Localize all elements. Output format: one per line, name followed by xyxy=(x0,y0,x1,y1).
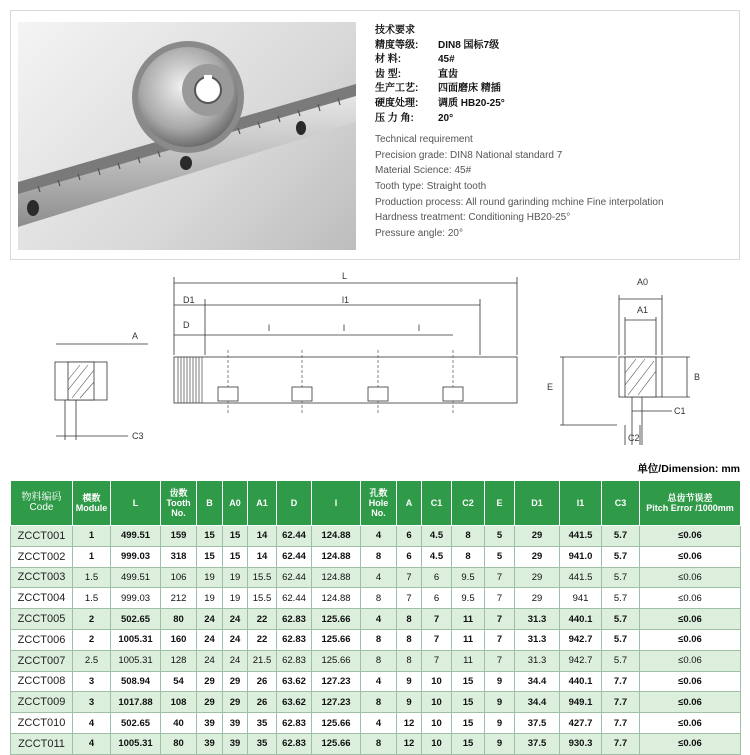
table-cell: 11 xyxy=(452,650,485,671)
spec-cn-row: 生产工艺: 四面磨床 精插 xyxy=(375,83,501,95)
table-cell: 124.88 xyxy=(312,567,361,588)
table-cell: 5 xyxy=(485,546,515,567)
table-cell: 26 xyxy=(248,692,277,713)
table-cell: 31.3 xyxy=(515,609,560,630)
table-cell: 125.66 xyxy=(312,609,361,630)
code-cell: ZCCT010 xyxy=(11,713,73,734)
table-cell: 19 xyxy=(223,588,248,609)
table-cell: 35 xyxy=(248,713,277,734)
table-cell: 124.88 xyxy=(312,546,361,567)
table-cell: 62.44 xyxy=(277,526,312,547)
technical-drawing xyxy=(0,265,750,455)
spec-cn-row: 精度等级: DIN8 国标7级 xyxy=(375,39,500,51)
table-cell: 8 xyxy=(361,546,397,567)
table-cell: 26 xyxy=(248,671,277,692)
table-cell: 7.7 xyxy=(602,733,640,754)
table-cell: 31.3 xyxy=(515,629,560,650)
spec-en-row: Material Science: 45# xyxy=(375,165,472,177)
table-cell: 7 xyxy=(485,629,515,650)
table-cell: 502.65 xyxy=(111,609,161,630)
table-cell: 1017.88 xyxy=(111,692,161,713)
table-cell: 8 xyxy=(361,629,397,650)
table-cell: 6 xyxy=(397,526,422,547)
code-cell: ZCCT001 xyxy=(11,526,73,547)
table-cell: 2.5 xyxy=(73,650,111,671)
code-cell: ZCCT011 xyxy=(11,733,73,754)
table-cell: 14 xyxy=(248,546,277,567)
col-header: 物料编码 Code xyxy=(11,481,73,526)
col-header: 孔数 Hole No. xyxy=(361,481,397,526)
dim-label-A: A xyxy=(132,331,139,341)
table-cell: 7 xyxy=(397,588,422,609)
table-row xyxy=(11,692,741,713)
table-cell: 441.5 xyxy=(560,567,602,588)
table-cell: 502.65 xyxy=(111,713,161,734)
table-cell: ≤0.06 xyxy=(640,588,741,609)
table-cell: 318 xyxy=(161,546,197,567)
table-cell: 2 xyxy=(73,609,111,630)
table-cell: 1.5 xyxy=(73,567,111,588)
table-cell: 2 xyxy=(73,629,111,650)
table-cell: 106 xyxy=(161,567,197,588)
table-cell: 10 xyxy=(422,733,452,754)
col-header: D xyxy=(277,481,312,526)
table-cell: 8 xyxy=(361,733,397,754)
table-cell: 9 xyxy=(485,713,515,734)
table-cell: 29 xyxy=(197,692,223,713)
table-cell: ≤0.06 xyxy=(640,713,741,734)
technical-spec xyxy=(375,24,735,241)
table-cell: 9 xyxy=(485,671,515,692)
rack-hole xyxy=(180,156,192,170)
table-row xyxy=(11,733,741,754)
table-cell: 212 xyxy=(161,588,197,609)
table-cell: 427.7 xyxy=(560,713,602,734)
table-cell: 10 xyxy=(422,713,452,734)
table-cell: ≤0.06 xyxy=(640,526,741,547)
table-cell: 62.44 xyxy=(277,588,312,609)
table-cell: 108 xyxy=(161,692,197,713)
table-cell: ≤0.06 xyxy=(640,546,741,567)
table-cell: 80 xyxy=(161,609,197,630)
spec-en-row: Hardness treatment: Conditioning HB20-25° xyxy=(375,212,571,224)
table-cell: 29 xyxy=(515,588,560,609)
table-row xyxy=(11,526,741,547)
table-cell: 4 xyxy=(361,713,397,734)
table-cell: 159 xyxy=(161,526,197,547)
dim-label-B: B xyxy=(694,372,701,382)
table-cell: 15 xyxy=(452,713,485,734)
col-header: 总齿节误差 Pitch Error /1000mm xyxy=(640,481,741,526)
table-cell: 15 xyxy=(452,692,485,713)
table-row xyxy=(11,671,741,692)
table-cell: 8 xyxy=(397,650,422,671)
table-cell: 125.66 xyxy=(312,713,361,734)
table-cell: 128 xyxy=(161,650,197,671)
table-cell: 1.5 xyxy=(73,588,111,609)
table-cell: 1005.31 xyxy=(111,629,161,650)
table-cell: 441.5 xyxy=(560,526,602,547)
table-cell: 31.3 xyxy=(515,650,560,671)
table-cell: 5.7 xyxy=(602,567,640,588)
rack-hole xyxy=(27,200,39,216)
table-cell: 499.51 xyxy=(111,567,161,588)
table-cell: 10 xyxy=(422,692,452,713)
table-cell: 7 xyxy=(485,650,515,671)
table-cell: 7 xyxy=(485,609,515,630)
table-cell: 4 xyxy=(361,567,397,588)
rack-hole xyxy=(296,121,306,135)
table-cell: 942.7 xyxy=(560,629,602,650)
table-cell: 5.7 xyxy=(602,546,640,567)
table-cell: 125.66 xyxy=(312,629,361,650)
table-cell: ≤0.06 xyxy=(640,609,741,630)
table-cell: 39 xyxy=(197,713,223,734)
table-cell: 6 xyxy=(422,588,452,609)
table-cell: 29 xyxy=(515,546,560,567)
col-header: D1 xyxy=(515,481,560,526)
table-cell: 8 xyxy=(397,609,422,630)
table-cell: ≤0.06 xyxy=(640,671,741,692)
table-cell: 1005.31 xyxy=(111,650,161,671)
table-header-row xyxy=(11,481,741,526)
col-header: L xyxy=(111,481,161,526)
dim-label-A1: A1 xyxy=(637,305,649,315)
table-cell: 22 xyxy=(248,629,277,650)
table-cell: 8 xyxy=(452,526,485,547)
table-cell: 3 xyxy=(73,692,111,713)
dim-label-C2: C2 xyxy=(628,433,640,443)
table-cell: ≤0.06 xyxy=(640,650,741,671)
table-cell: 125.66 xyxy=(312,650,361,671)
table-cell: 499.51 xyxy=(111,526,161,547)
table-cell: 930.3 xyxy=(560,733,602,754)
table-cell: 62.83 xyxy=(277,629,312,650)
table-cell: 29 xyxy=(223,692,248,713)
table-cell: 4 xyxy=(361,609,397,630)
table-cell: 7 xyxy=(422,609,452,630)
table-cell: 4 xyxy=(73,733,111,754)
table-cell: 440.1 xyxy=(560,609,602,630)
table-cell: 124.88 xyxy=(312,588,361,609)
col-header: A0 xyxy=(223,481,248,526)
table-cell: 37.5 xyxy=(515,733,560,754)
table-cell: ≤0.06 xyxy=(640,733,741,754)
table-cell: 7 xyxy=(422,650,452,671)
table-cell: 9 xyxy=(485,692,515,713)
table-cell: 15 xyxy=(197,526,223,547)
table-cell: 39 xyxy=(223,733,248,754)
table-cell: 15 xyxy=(223,546,248,567)
spec-cn-title: 技术要求 xyxy=(375,25,415,36)
table-cell: 942.7 xyxy=(560,650,602,671)
table-cell: 62.83 xyxy=(277,650,312,671)
table-cell: ≤0.06 xyxy=(640,567,741,588)
table-cell: 999.03 xyxy=(111,546,161,567)
dim-label-C3: C3 xyxy=(132,431,144,441)
table-cell: 127.23 xyxy=(312,692,361,713)
table-cell: 9 xyxy=(485,733,515,754)
table-cell: 4 xyxy=(73,713,111,734)
spec-en-row: Production process: All round garinding mchine Fine interpolation xyxy=(375,196,664,208)
table-cell: 5.7 xyxy=(602,588,640,609)
table-cell: 10 xyxy=(422,671,452,692)
table-cell: 6 xyxy=(422,567,452,588)
table-cell: 62.44 xyxy=(277,567,312,588)
dim-label-l: l xyxy=(343,323,345,333)
table-cell: 9 xyxy=(397,692,422,713)
table-cell: 22 xyxy=(248,609,277,630)
col-header: l1 xyxy=(560,481,602,526)
table-cell: 15 xyxy=(223,526,248,547)
table-cell: 3 xyxy=(73,671,111,692)
dim-label-D: D xyxy=(183,320,190,330)
table-cell: 5 xyxy=(485,526,515,547)
table-cell: 1005.31 xyxy=(111,733,161,754)
table-cell: 9.5 xyxy=(452,588,485,609)
col-header: C3 xyxy=(602,481,640,526)
table-cell: ≤0.06 xyxy=(640,629,741,650)
dim-label-D1: D1 xyxy=(183,295,195,305)
dim-label-l: l xyxy=(268,323,270,333)
table-cell: 941 xyxy=(560,588,602,609)
table-cell: 999.03 xyxy=(111,588,161,609)
table-cell: 24 xyxy=(223,609,248,630)
table-cell: 4 xyxy=(361,671,397,692)
table-cell: 8 xyxy=(397,629,422,650)
table-cell: 7 xyxy=(485,567,515,588)
table-cell: 63.62 xyxy=(277,692,312,713)
code-cell: ZCCT008 xyxy=(11,671,73,692)
table-cell: 63.62 xyxy=(277,671,312,692)
dim-label-l: l xyxy=(418,323,420,333)
table-cell: 29 xyxy=(197,671,223,692)
table-cell: 24 xyxy=(223,650,248,671)
table-cell: 1 xyxy=(73,546,111,567)
end-view-left xyxy=(55,344,148,440)
table-cell: 941.0 xyxy=(560,546,602,567)
table-cell: 39 xyxy=(223,713,248,734)
table-cell: 5.7 xyxy=(602,629,640,650)
code-cell: ZCCT009 xyxy=(11,692,73,713)
table-cell: 4.5 xyxy=(422,546,452,567)
col-header: E xyxy=(485,481,515,526)
table-row xyxy=(11,546,741,567)
table-cell: 37.5 xyxy=(515,713,560,734)
spec-en-row: Tooth type: Straight tooth xyxy=(375,180,487,192)
col-header: B xyxy=(197,481,223,526)
code-cell: ZCCT003 xyxy=(11,567,73,588)
spec-en-row: Technical requirement xyxy=(375,134,473,146)
table-cell: 8 xyxy=(452,546,485,567)
table-cell: 19 xyxy=(197,567,223,588)
table-cell: 14 xyxy=(248,526,277,547)
table-cell: 1 xyxy=(73,526,111,547)
table-cell: 29 xyxy=(223,671,248,692)
table-cell: 19 xyxy=(223,567,248,588)
table-row xyxy=(11,567,741,588)
table-cell: 35 xyxy=(248,733,277,754)
table-cell: 8 xyxy=(361,650,397,671)
table-cell: 11 xyxy=(452,629,485,650)
code-cell: ZCCT005 xyxy=(11,609,73,630)
table-cell: 40 xyxy=(161,713,197,734)
code-cell: ZCCT006 xyxy=(11,629,73,650)
table-cell: 125.66 xyxy=(312,733,361,754)
table-cell: 34.4 xyxy=(515,671,560,692)
code-cell: ZCCT002 xyxy=(11,546,73,567)
spec-table xyxy=(10,480,741,755)
table-cell: 15.5 xyxy=(248,588,277,609)
table-cell: 11 xyxy=(452,609,485,630)
table-cell: 15.5 xyxy=(248,567,277,588)
table-cell: 21.5 xyxy=(248,650,277,671)
table-row xyxy=(11,629,741,650)
table-cell: 62.83 xyxy=(277,609,312,630)
table-cell: 124.88 xyxy=(312,526,361,547)
col-header: C2 xyxy=(452,481,485,526)
table-cell: 5.7 xyxy=(602,650,640,671)
table-cell: 29 xyxy=(515,526,560,547)
table-cell: 19 xyxy=(197,588,223,609)
table-cell: 24 xyxy=(197,609,223,630)
table-cell: 80 xyxy=(161,733,197,754)
spec-cn-row: 压 力 角: 20° xyxy=(375,112,454,124)
col-header: l xyxy=(312,481,361,526)
code-cell: ZCCT007 xyxy=(11,650,73,671)
code-cell: ZCCT004 xyxy=(11,588,73,609)
table-cell: 508.94 xyxy=(111,671,161,692)
table-cell: 62.83 xyxy=(277,733,312,754)
table-cell: 5.7 xyxy=(602,526,640,547)
dim-label-C1: C1 xyxy=(674,406,686,416)
spec-en-block xyxy=(375,132,735,241)
table-row xyxy=(11,609,741,630)
table-row xyxy=(11,713,741,734)
spec-en-row: Pressure angle: 20° xyxy=(375,227,463,239)
table-cell: 62.44 xyxy=(277,546,312,567)
table-cell: 15 xyxy=(452,733,485,754)
unit-label: 单位/Dimension: mm xyxy=(637,463,740,475)
table-cell: 39 xyxy=(197,733,223,754)
table-cell: 24 xyxy=(223,629,248,650)
table-cell: 127.23 xyxy=(312,671,361,692)
table-cell: 7 xyxy=(422,629,452,650)
table-cell: 24 xyxy=(197,629,223,650)
table-cell: 29 xyxy=(515,567,560,588)
table-cell: 160 xyxy=(161,629,197,650)
table-cell: 54 xyxy=(161,671,197,692)
table-cell: 12 xyxy=(397,733,422,754)
col-header: A xyxy=(397,481,422,526)
table-cell: 9.5 xyxy=(452,567,485,588)
dim-label-L: L xyxy=(342,271,348,281)
spec-cn-row: 材 料: 45# xyxy=(375,54,455,66)
table-cell: 7.7 xyxy=(602,671,640,692)
spec-cn-row: 齿 型: 直齿 xyxy=(375,68,458,80)
table-cell: 12 xyxy=(397,713,422,734)
end-view-right xyxy=(560,295,690,445)
table-cell: 6 xyxy=(397,546,422,567)
table-cell: 7.7 xyxy=(602,713,640,734)
col-header: A1 xyxy=(248,481,277,526)
col-header: C1 xyxy=(422,481,452,526)
table-cell: 7.7 xyxy=(602,692,640,713)
table-cell: 15 xyxy=(452,671,485,692)
spec-cn-row: 硬度处理: 调质 HB20-25° xyxy=(375,97,505,109)
table-cell: 8 xyxy=(361,692,397,713)
table-cell: 949.1 xyxy=(560,692,602,713)
table-cell: 5.7 xyxy=(602,609,640,630)
table-cell: 24 xyxy=(197,650,223,671)
table-cell: 440.1 xyxy=(560,671,602,692)
table-cell: ≤0.06 xyxy=(640,692,741,713)
table-cell: 8 xyxy=(361,588,397,609)
spec-en-row: Precision grade: DIN8 National standard 7 xyxy=(375,149,563,161)
dim-label-l1: l1 xyxy=(342,295,350,305)
product-photo xyxy=(18,22,356,250)
table-cell: 62.83 xyxy=(277,713,312,734)
table-cell: 4.5 xyxy=(422,526,452,547)
col-header: 齿数 Tooth No. xyxy=(161,481,197,526)
dim-label-A0: A0 xyxy=(637,277,649,287)
table-cell: 7 xyxy=(485,588,515,609)
col-header: 模数 Module xyxy=(73,481,111,526)
dim-label-E: E xyxy=(547,382,554,392)
table-row xyxy=(11,588,741,609)
table-cell: 7 xyxy=(397,567,422,588)
table-cell: 34.4 xyxy=(515,692,560,713)
table-row xyxy=(11,650,741,671)
table-cell: 9 xyxy=(397,671,422,692)
table-cell: 15 xyxy=(197,546,223,567)
table-cell: 4 xyxy=(361,526,397,547)
